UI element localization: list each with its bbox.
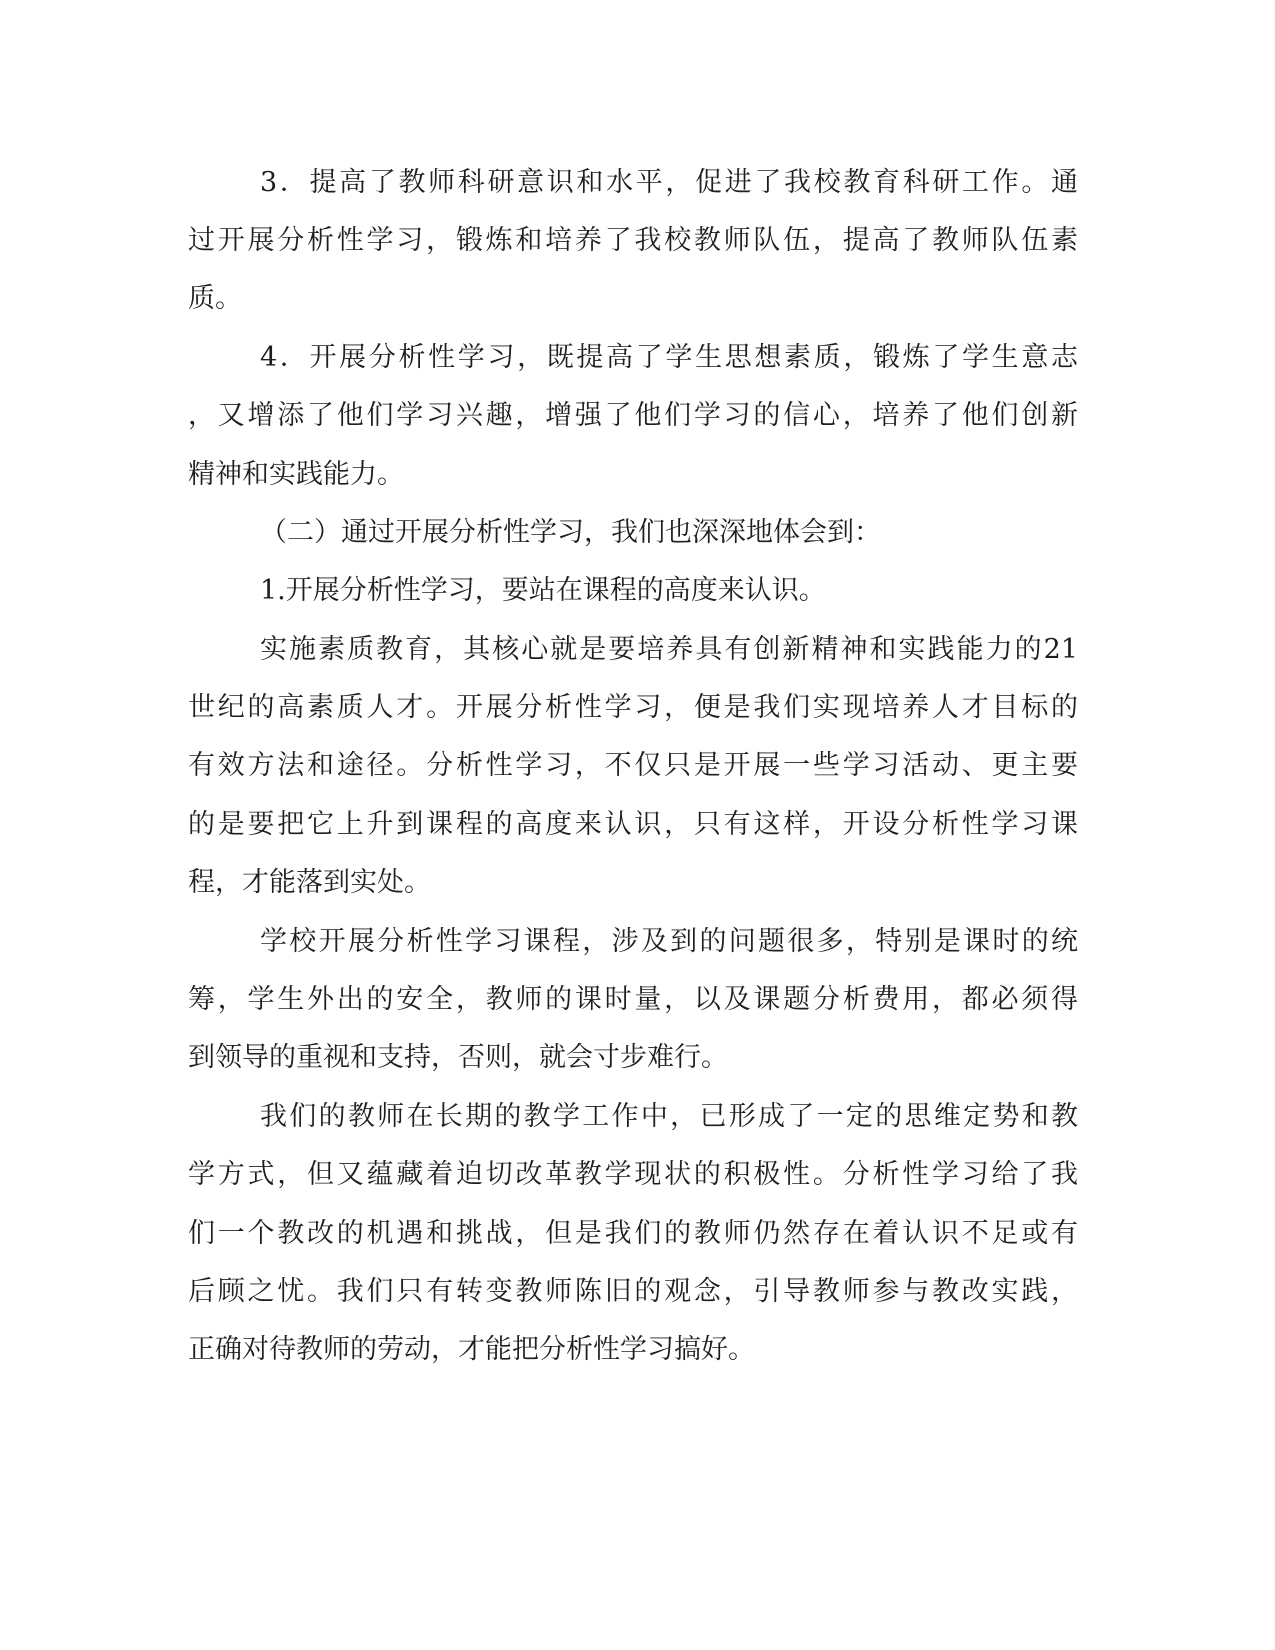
paragraph-line: 过开展分析性学习，锻炼和培养了我校教师队伍，提高了教师队伍素 xyxy=(188,225,1078,256)
paragraph-line: 世纪的高素质人才。开展分析性学习，便是我们实现培养人才目标的 xyxy=(188,692,1078,723)
paragraph-line: 学校开展分析性学习课程，涉及到的问题很多，特别是课时的统 xyxy=(260,926,1078,957)
paragraph-line: 正确对待教师的劳动，才能把分析性学习搞好。 xyxy=(188,1334,755,1365)
paragraph-line: 们一个教改的机遇和挑战，但是我们的教师仍然存在着认识不足或有 xyxy=(188,1218,1078,1249)
paragraph-line: 质。 xyxy=(188,283,242,314)
paragraph-line: 我们的教师在长期的教学工作中，已形成了一定的思维定势和教 xyxy=(260,1101,1078,1132)
paragraph-line: 后顾之忧。我们只有转变教师陈旧的观念，引导教师参与教改实践， xyxy=(188,1276,1078,1307)
paragraph-line: 精神和实践能力。 xyxy=(188,459,404,490)
paragraph-line: ，又增添了他们学习兴趣，增强了他们学习的信心，培养了他们创新 xyxy=(188,400,1078,431)
section-heading: （二）通过开展分析性学习，我们也深深地体会到： xyxy=(260,517,881,548)
paragraph-line: 实施素质教育，其核心就是要培养具有创新精神和实践能力的21 xyxy=(260,634,1078,665)
paragraph-line: 筹，学生外出的安全，教师的课时量，以及课题分析费用，都必须得 xyxy=(188,984,1078,1015)
paragraph-line: 4．开展分析性学习，既提高了学生思想素质，锻炼了学生意志 xyxy=(260,342,1078,373)
paragraph-line: 学方式，但又蕴藏着迫切改革教学现状的积极性。分析性学习给了我 xyxy=(188,1159,1078,1190)
paragraph-line: 有效方法和途径。分析性学习，不仅只是开展一些学习活动、更主要 xyxy=(188,750,1078,781)
paragraph-line: 到领导的重视和支持，否则，就会寸步难行。 xyxy=(188,1042,728,1073)
paragraph-line: 3．提高了教师科研意识和水平，促进了我校教育科研工作。通 xyxy=(260,167,1078,198)
paragraph-line: 程，才能落到实处。 xyxy=(188,867,431,898)
paragraph-line: 的是要把它上升到课程的高度来认识，只有这样，开设分析性学习课 xyxy=(188,809,1078,840)
subsection-heading: 1.开展分析性学习，要站在课程的高度来认识。 xyxy=(260,575,826,606)
